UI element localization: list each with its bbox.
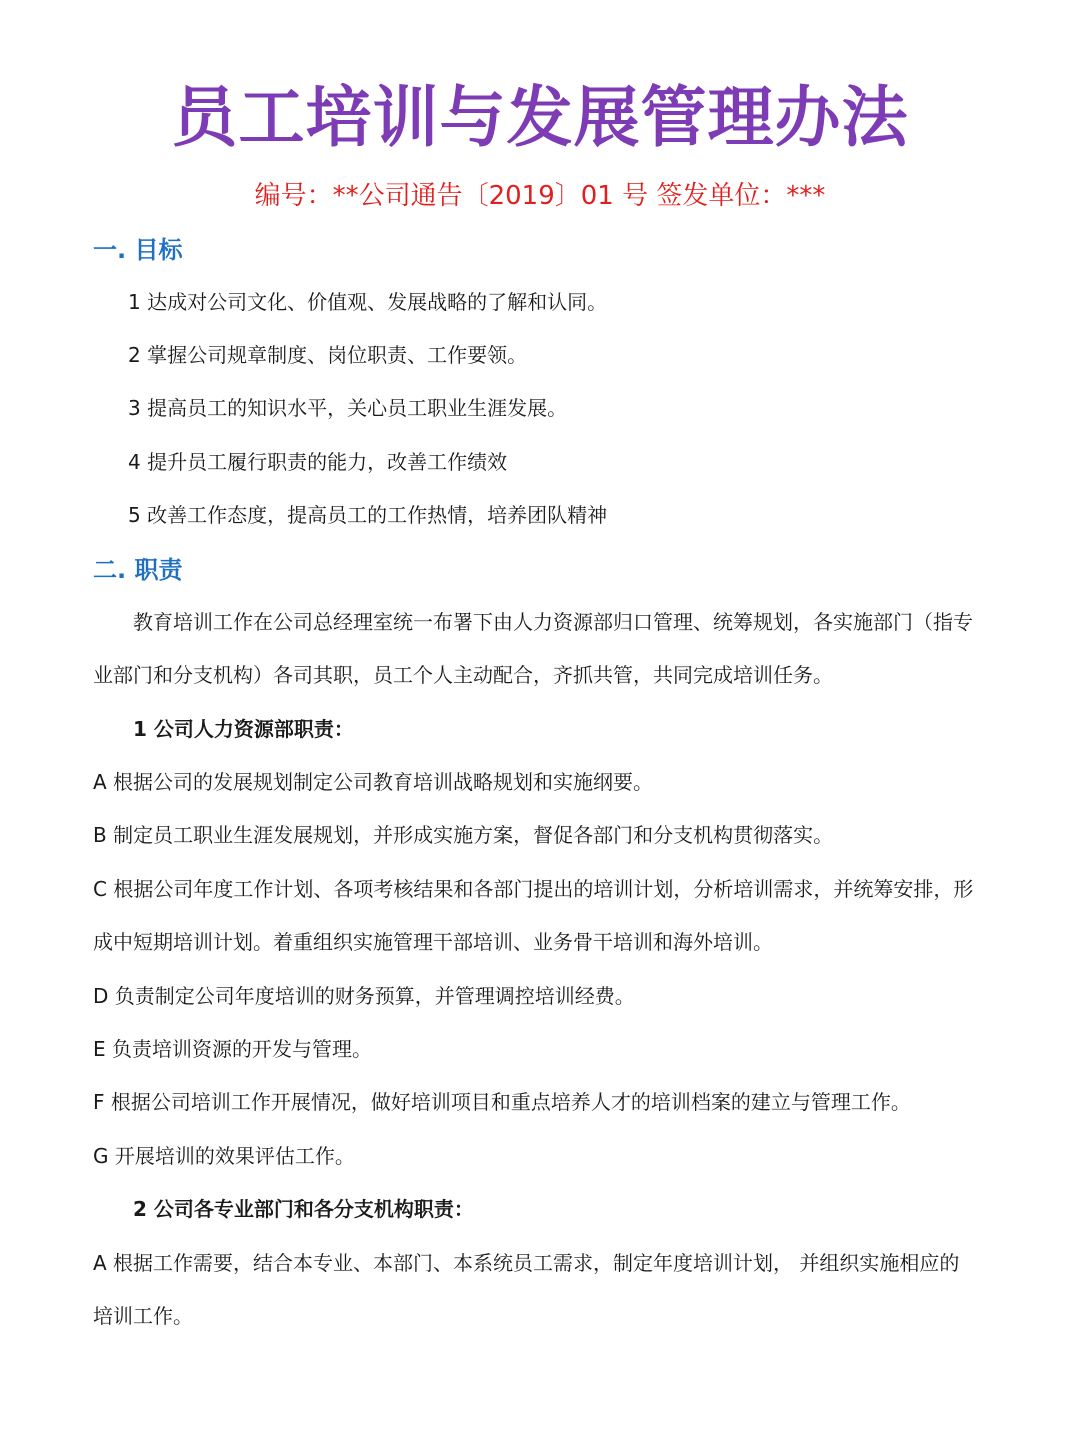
goal-item: 1 达成对公司文化、价值观、发展战略的了解和认同。 bbox=[128, 290, 608, 314]
hr-duty-line: E 负责培训资源的开发与管理。 bbox=[93, 1037, 372, 1061]
subsection-heading-departments: 2 公司各专业部门和各分支机构职责： bbox=[133, 1197, 474, 1221]
department-duty-line: 培训工作。 bbox=[93, 1304, 193, 1328]
subsection-heading-hr: 1 公司人力资源部职责： bbox=[133, 717, 354, 741]
section-heading-goals: 一. 目标 bbox=[93, 236, 183, 264]
hr-duty-line: D 负责制定公司年度培训的财务预算，并管理调控培训经费。 bbox=[93, 984, 635, 1008]
department-duty-line: A 根据工作需要，结合本专业、本部门、本系统员工需求，制定年度培训计划， 并组织实施相应的 bbox=[93, 1251, 960, 1275]
goal-item: 5 改善工作态度，提高员工的工作热情，培养团队精神 bbox=[128, 503, 608, 527]
document-meta-line: 编号：**公司通告〔2019〕01 号 签发单位：*** bbox=[254, 181, 826, 211]
goal-item: 2 掌握公司规章制度、岗位职责、工作要领。 bbox=[128, 343, 528, 367]
duties-intro-line: 业部门和分支机构）各司其职，员工个人主动配合，齐抓共管，共同完成培训任务。 bbox=[93, 663, 833, 687]
section-heading-duties: 二. 职责 bbox=[93, 556, 183, 584]
goal-item: 3 提高员工的知识水平，关心员工职业生涯发展。 bbox=[128, 396, 568, 420]
hr-duty-line: B 制定员工职业生涯发展规划，并形成实施方案，督促各部门和分支机构贯彻落实。 bbox=[93, 823, 834, 847]
hr-duty-line: F 根据公司培训工作开展情况，做好培训项目和重点培养人才的培训档案的建立与管理工作。 bbox=[93, 1090, 911, 1114]
goal-item: 4 提升员工履行职责的能力，改善工作绩效 bbox=[128, 450, 508, 474]
hr-duty-line: 成中短期培训计划。着重组织实施管理干部培训、业务骨干培训和海外培训。 bbox=[93, 930, 773, 954]
document-title: 员工培训与发展管理办法 bbox=[171, 79, 909, 156]
duties-intro-line: 教育培训工作在公司总经理室统一布署下由人力资源部归口管理、统筹规划，各实施部门（指专 bbox=[133, 610, 973, 634]
hr-duty-line: G 开展培训的效果评估工作。 bbox=[93, 1144, 355, 1168]
hr-duty-line: C 根据公司年度工作计划、各项考核结果和各部门提出的培训计划，分析培训需求，并统筹安排，形 bbox=[93, 877, 974, 901]
hr-duty-line: A 根据公司的发展规划制定公司教育培训战略规划和实施纲要。 bbox=[93, 770, 654, 794]
